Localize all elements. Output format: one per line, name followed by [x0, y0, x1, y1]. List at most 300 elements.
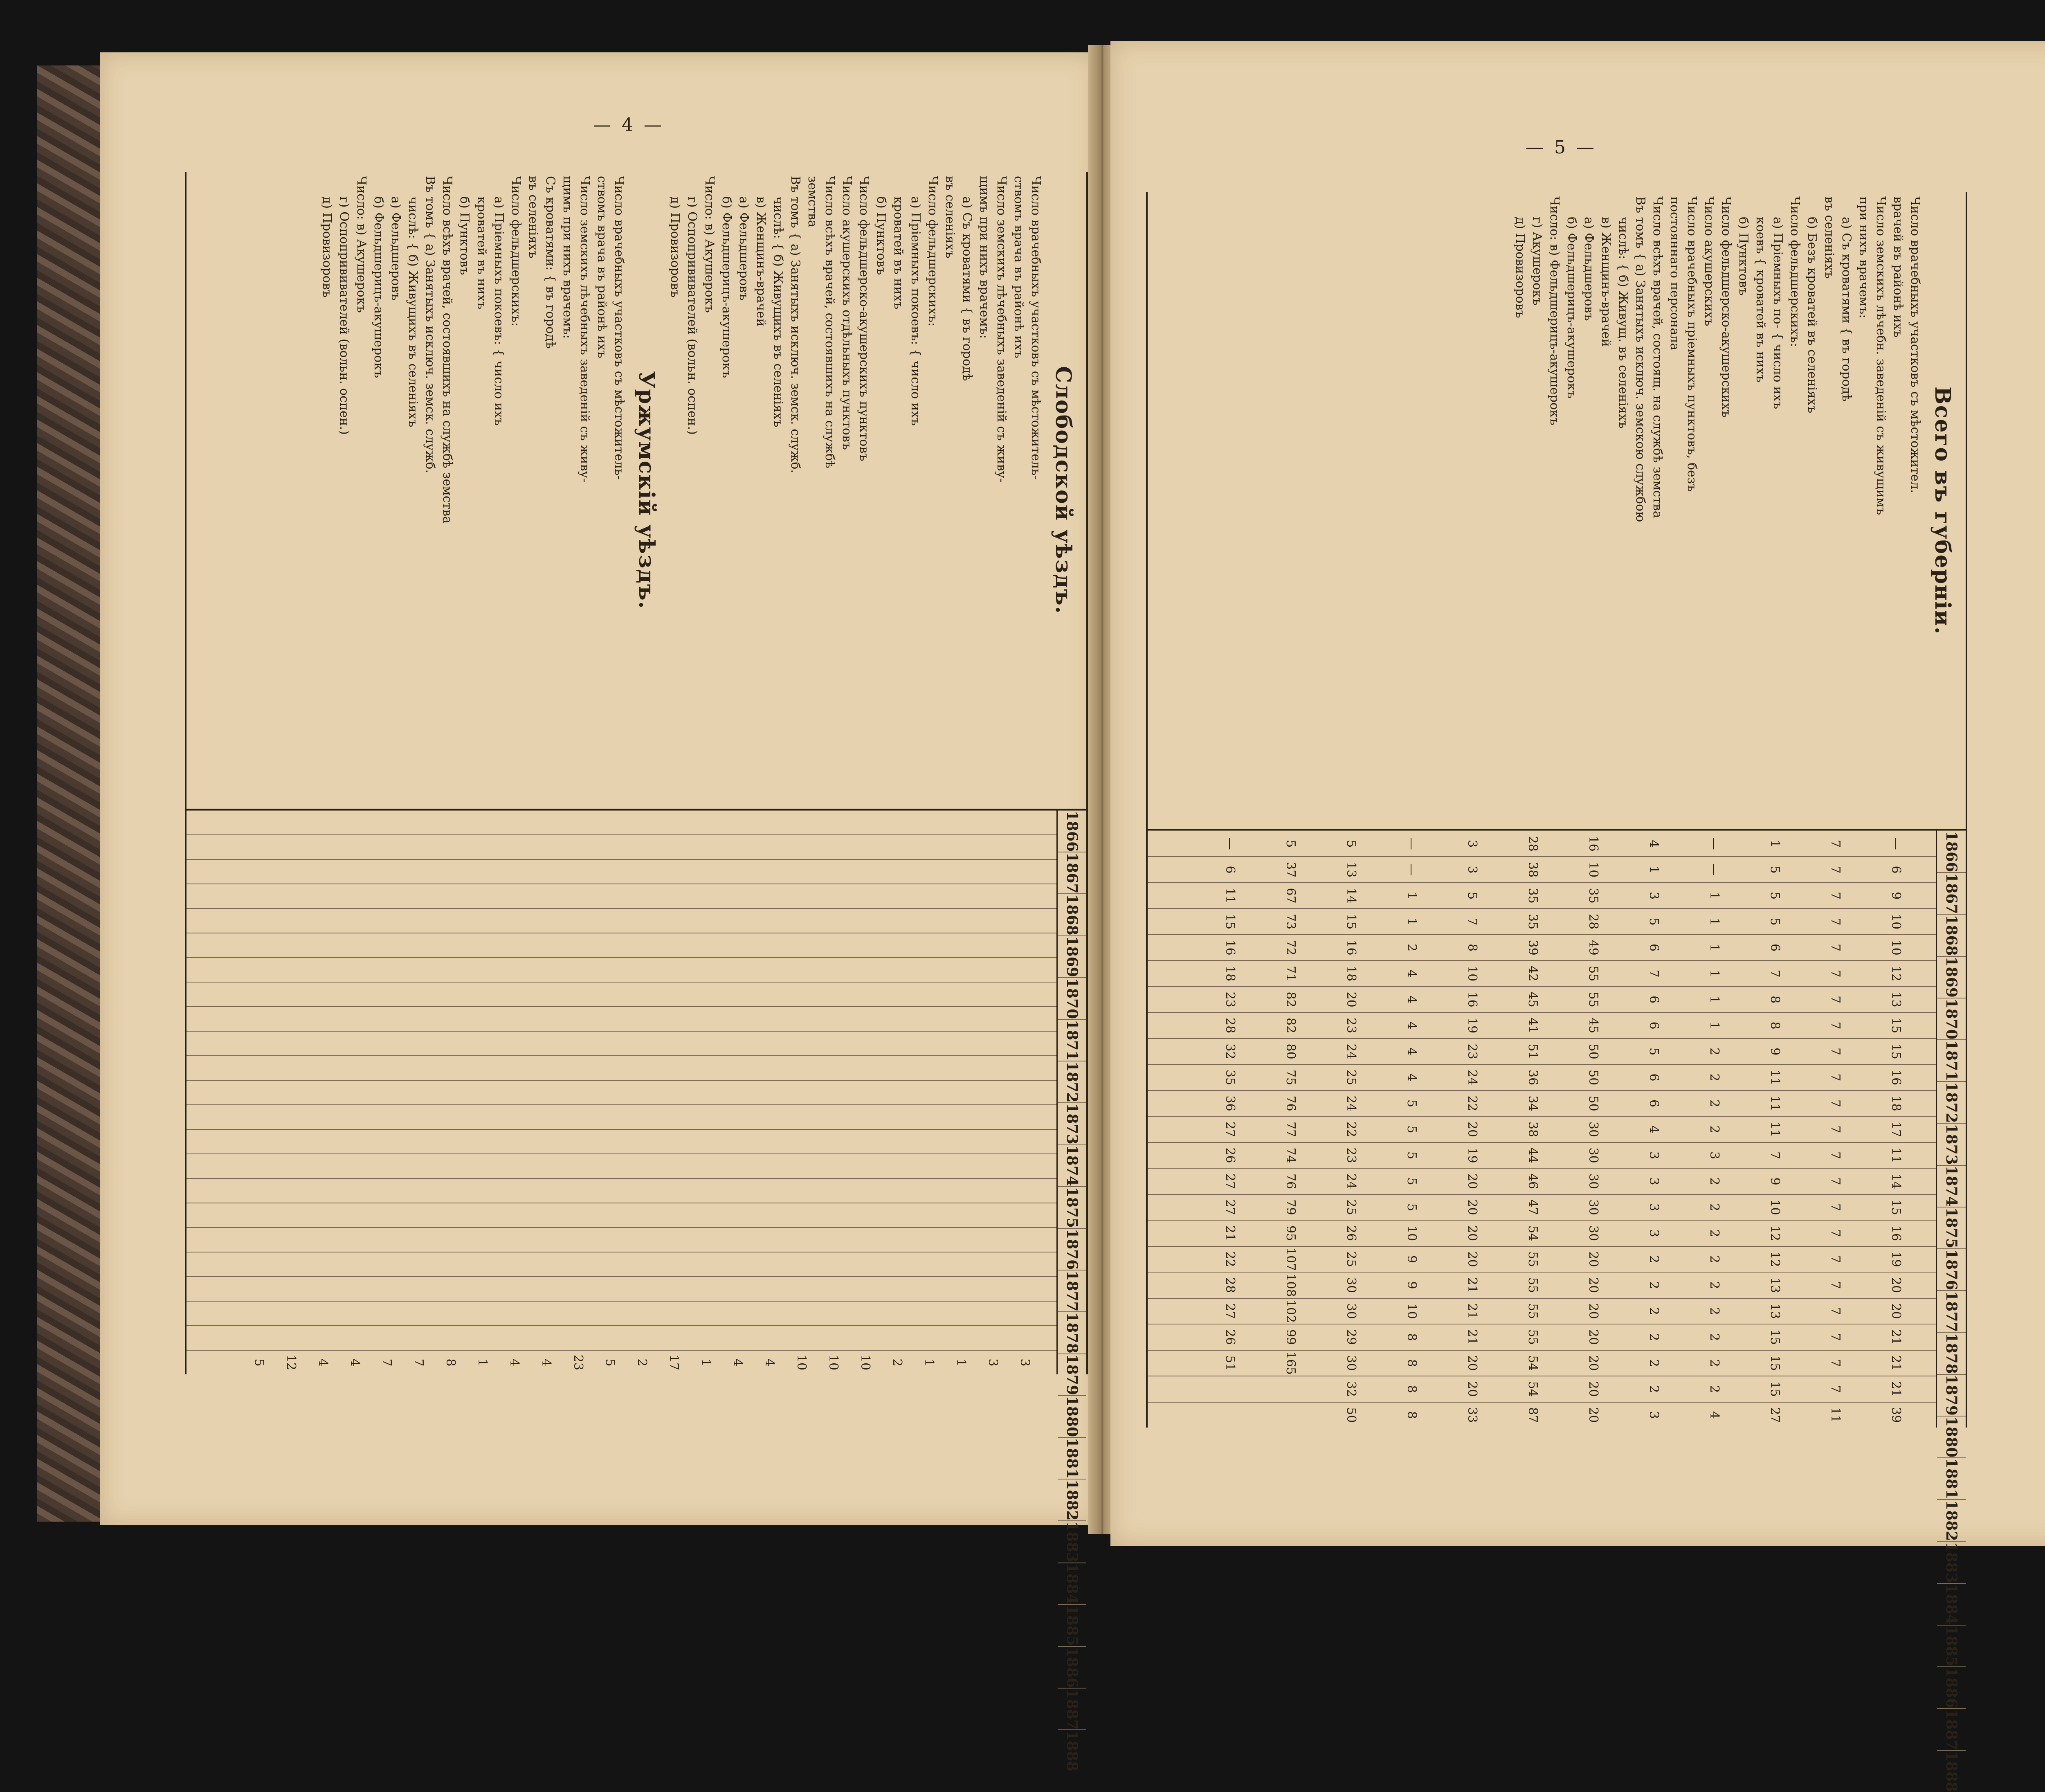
year-header: 1880 — [1937, 1416, 1966, 1457]
year-column — [1148, 1142, 1936, 1168]
cell-value: 30 — [1586, 1147, 1600, 1163]
cell-value: — — [1889, 837, 1903, 850]
cell-value: 4 — [1405, 1048, 1419, 1056]
year-header: 1885 — [1058, 1604, 1086, 1646]
cell-value: 4 — [730, 1358, 745, 1367]
year-header: 1881 — [1058, 1437, 1086, 1479]
cell-value: 2 — [1647, 1281, 1661, 1289]
row-label: Число всѣхъ врачей, состоявшихъ на службѣ земства — [440, 176, 454, 524]
cell-value: 82 — [1283, 1018, 1298, 1034]
cell-value: 3 — [1647, 1203, 1661, 1212]
year-header: 1878 — [1058, 1311, 1086, 1353]
year-column — [1148, 1402, 1936, 1428]
year-column — [1148, 1012, 1936, 1038]
cell-value: 80 — [1283, 1043, 1298, 1059]
year-header: 1875 — [1937, 1207, 1966, 1248]
year-header: 1872 — [1937, 1081, 1966, 1123]
cell-value: 8 — [443, 1358, 458, 1367]
cell-value: 8 — [1465, 944, 1479, 952]
cell-value: 12 — [284, 1354, 298, 1371]
cell-value: 7 — [1828, 1307, 1843, 1315]
cell-value: 7 — [1828, 892, 1843, 900]
cell-value: 10 — [1405, 1225, 1419, 1241]
cell-value: 7 — [1828, 840, 1843, 848]
row-label: въ селеніяхъ — [943, 176, 957, 259]
cell-value: 14 — [1889, 1173, 1903, 1189]
year-header: 1878 — [1937, 1332, 1966, 1374]
cell-value: 50 — [1586, 1095, 1600, 1111]
cell-value: 26 — [1344, 1225, 1358, 1241]
year-header: 1873 — [1058, 1102, 1086, 1144]
year-column — [1148, 1246, 1936, 1272]
cell-value: 7 — [1768, 1151, 1782, 1160]
cell-value: 1 — [1405, 917, 1419, 926]
cell-value: 6 — [1647, 1021, 1661, 1030]
year-header: 1871 — [1937, 1039, 1966, 1081]
cell-value: 2 — [1707, 1255, 1721, 1264]
cell-value: 55 — [1526, 1277, 1540, 1293]
cell-value: 7 — [1828, 1048, 1843, 1056]
cell-value: 107 — [1283, 1247, 1298, 1271]
year-header-row — [1056, 810, 1086, 1772]
row-label: Число фельдшерско-акушерскихъ — [1719, 196, 1733, 418]
cell-value: 21 — [1465, 1303, 1479, 1319]
year-column — [1148, 1038, 1936, 1064]
cell-value: 55 — [1526, 1329, 1540, 1345]
cell-value: 7 — [411, 1358, 426, 1367]
cell-value: 55 — [1586, 966, 1600, 982]
cell-value: 20 — [1586, 1251, 1600, 1267]
year-header: 1883 — [1058, 1520, 1086, 1562]
year-header: 1887 — [1058, 1688, 1086, 1729]
year-header: 1886 — [1937, 1666, 1966, 1708]
year-column — [1148, 1116, 1936, 1142]
cell-value: 29 — [1344, 1329, 1358, 1345]
cell-value: 2 — [1707, 1307, 1721, 1315]
cell-value: 33 — [1465, 1407, 1479, 1423]
cell-value: 9 — [1889, 892, 1903, 900]
row-label: Число врачебныхъ участковъ съ мѣстожитель- — [612, 176, 626, 480]
cell-value: 4 — [1647, 1125, 1661, 1133]
year-column — [187, 1325, 1056, 1350]
cell-value: 10 — [1465, 966, 1479, 982]
row-label: Число земскихъ лѣчебныхъ заведеній съ живу- — [994, 176, 1009, 483]
cell-value: 4 — [539, 1358, 553, 1367]
cell-value: 7 — [1465, 917, 1479, 926]
cell-value: 1 — [1707, 969, 1721, 978]
year-header: 1871 — [1058, 1019, 1086, 1061]
cell-value: 25 — [1344, 1070, 1358, 1086]
row-label: а) Пріемныхъ покоевъ: { число ихъ — [908, 196, 923, 426]
cell-value: 20 — [1586, 1303, 1600, 1319]
year-header: 1882 — [1937, 1499, 1966, 1541]
cell-value: 1 — [1707, 1021, 1721, 1030]
cell-value: 16 — [1586, 836, 1600, 852]
year-column — [187, 1006, 1056, 1031]
cell-value: 18 — [1889, 1095, 1903, 1111]
year-header: 1880 — [1058, 1395, 1086, 1437]
cell-value: 39 — [1889, 1407, 1903, 1423]
year-header: 1867 — [1937, 872, 1966, 914]
year-column — [187, 884, 1056, 908]
cell-value: 1 — [699, 1358, 713, 1367]
cell-value: 2 — [1707, 1359, 1721, 1367]
cell-value: 35 — [1586, 888, 1600, 904]
cell-value: 38 — [1526, 862, 1540, 878]
row-label: числѣ: { б) Живущихъ въ селеніяхъ — [771, 196, 785, 427]
year-header: 1888 — [1058, 1729, 1086, 1771]
cell-value: 5 — [1647, 917, 1661, 926]
cell-value: 25 — [1344, 1199, 1358, 1215]
cell-value: 11 — [1889, 1147, 1903, 1163]
cell-value: 54 — [1526, 1381, 1540, 1397]
cell-value: 20 — [1586, 1329, 1600, 1345]
year-header: 1879 — [1058, 1354, 1086, 1395]
cell-value: 2 — [1405, 944, 1419, 952]
year-column — [187, 1301, 1056, 1325]
cell-value: 5 — [1405, 1099, 1419, 1108]
cell-value: 20 — [1586, 1355, 1600, 1371]
cell-value: 3 — [1647, 1229, 1661, 1237]
cell-value: 9 — [1768, 1048, 1782, 1056]
row-label: г) Акушерокъ — [1530, 217, 1544, 306]
year-header: 1883 — [1937, 1541, 1966, 1583]
cell-value: 76 — [1283, 1095, 1298, 1111]
year-column — [187, 982, 1056, 1006]
year-column — [187, 933, 1056, 957]
year-column — [187, 1153, 1056, 1178]
row-label: д) Провизоровъ — [668, 196, 682, 298]
cell-value: 7 — [1828, 969, 1843, 978]
year-column — [187, 834, 1056, 859]
year-column — [1148, 908, 1936, 934]
year-column — [1148, 1168, 1936, 1194]
cell-value: 15 — [1768, 1355, 1782, 1371]
cell-value: 16 — [1465, 992, 1479, 1007]
cell-value: 7 — [1828, 1281, 1843, 1289]
cell-value: 82 — [1283, 992, 1298, 1007]
cell-value: 32 — [1344, 1381, 1358, 1397]
cell-value: 1 — [475, 1358, 490, 1367]
cell-value: 8 — [1405, 1359, 1419, 1367]
cell-value: 28 — [1223, 1277, 1237, 1293]
cell-value: 24 — [1344, 1043, 1358, 1059]
row-label: ствомъ врача въ районѣ ихъ — [595, 176, 609, 358]
year-column — [187, 1055, 1056, 1080]
year-column — [187, 1129, 1056, 1153]
cell-value: 21 — [1889, 1355, 1903, 1371]
cell-value: 6 — [1768, 944, 1782, 952]
row-label: Число врачебныхъ участковъ съ мѣстожитель- — [1029, 176, 1043, 480]
cell-value: 10 — [1586, 862, 1600, 878]
cell-value: 1 — [1707, 892, 1721, 900]
cell-value: 5 — [1768, 866, 1782, 874]
year-header: 1881 — [1937, 1457, 1966, 1499]
cell-value: 22 — [1344, 1121, 1358, 1138]
left-page-number: — 4 — — [593, 115, 664, 135]
row-label: числѣ: { б) Живущихъ въ селеніяхъ — [406, 196, 420, 427]
year-column — [1148, 830, 1936, 856]
cell-value: 2 — [1707, 1099, 1721, 1108]
year-header: 1872 — [1058, 1061, 1086, 1102]
cell-value: 7 — [1828, 944, 1843, 952]
cell-value: 2 — [1647, 1359, 1661, 1367]
cell-value: 32 — [1223, 1043, 1237, 1059]
cell-value: 13 — [1768, 1303, 1782, 1319]
year-header: 1869 — [1937, 956, 1966, 998]
cell-value: 27 — [1768, 1407, 1782, 1423]
cell-value: 15 — [1344, 914, 1358, 930]
year-header: 1884 — [1937, 1583, 1966, 1625]
year-header: 1867 — [1058, 852, 1086, 893]
cell-value: 95 — [1283, 1225, 1298, 1241]
year-column — [187, 1080, 1056, 1104]
cell-value: 21 — [1223, 1225, 1237, 1241]
cell-value: 24 — [1465, 1070, 1479, 1086]
cell-value: 9 — [1405, 1281, 1419, 1289]
row-label: б) Фельдшерицъ-акушерокъ — [371, 196, 386, 378]
cell-value: 1 — [1707, 944, 1721, 952]
year-header: 1874 — [1058, 1144, 1086, 1186]
year-header: 1885 — [1937, 1625, 1966, 1666]
cell-value: 3 — [1707, 1151, 1721, 1160]
cell-value: 14 — [1344, 888, 1358, 904]
cell-value: 76 — [1283, 1173, 1298, 1189]
cell-value: 20 — [1889, 1277, 1903, 1293]
row-label: г) Оспопрививателей (вольн. оспен.) — [337, 196, 351, 435]
cell-value: — — [1405, 837, 1419, 850]
year-header: 1874 — [1937, 1165, 1966, 1207]
cell-value: 7 — [1828, 1255, 1843, 1264]
cell-value: 11 — [1828, 1407, 1843, 1423]
year-column — [1148, 986, 1936, 1012]
cell-value: 74 — [1283, 1147, 1298, 1163]
cell-value: 2 — [1707, 1333, 1721, 1341]
section2-rows — [318, 176, 627, 805]
cell-value: 5 — [1768, 917, 1782, 926]
cell-value: 20 — [1465, 1381, 1479, 1397]
year-header: 1886 — [1058, 1646, 1086, 1688]
cell-value: 26 — [1223, 1329, 1237, 1345]
row-label: а) Съ кроватями { въ городѣ — [1839, 217, 1854, 402]
year-header: 1877 — [1937, 1290, 1966, 1332]
section-title-slobodskoy: Слободской уѣздъ. — [1051, 366, 1076, 614]
cell-value: 9 — [1768, 1177, 1782, 1185]
row-label: а) Фельдшеровъ — [1582, 217, 1596, 321]
cell-value: 24 — [1344, 1173, 1358, 1189]
province-rows — [1511, 196, 1924, 825]
year-header: 1866 — [1937, 830, 1966, 872]
cell-value: 23 — [571, 1354, 585, 1371]
row-label: г) Оспопрививателей (вольн. оспен.) — [685, 196, 699, 435]
cell-value: 35 — [1223, 1070, 1237, 1086]
year-column — [187, 810, 1056, 834]
cell-value: 4 — [1707, 1411, 1721, 1419]
cell-value: 45 — [1526, 992, 1540, 1007]
row-label: врачей въ районѣ ихъ — [1891, 196, 1905, 338]
cell-value: 23 — [1223, 992, 1237, 1007]
cell-value: 2 — [1647, 1385, 1661, 1393]
cell-value: 18 — [1223, 966, 1237, 982]
year-column — [1148, 856, 1936, 882]
cell-value: 7 — [1828, 996, 1843, 1004]
cell-value: 21 — [1889, 1381, 1903, 1397]
row-label: б) Пунктовъ — [457, 196, 472, 275]
year-column — [187, 859, 1056, 884]
cell-value: 7 — [1828, 1177, 1843, 1185]
cell-value: 30 — [1586, 1225, 1600, 1241]
left-data-area — [187, 810, 1056, 1374]
cell-value: 3 — [1465, 866, 1479, 874]
year-header: 1868 — [1058, 893, 1086, 935]
cell-value: 3 — [1465, 840, 1479, 848]
cell-value: 4 — [1647, 840, 1661, 848]
section-title-province-total: Всего въ губерніи. — [1930, 386, 1955, 635]
row-label: б) Пунктовъ — [874, 196, 888, 275]
cell-value: 8 — [1768, 1021, 1782, 1030]
cell-value: 50 — [1344, 1407, 1358, 1423]
cell-value: 73 — [1283, 914, 1298, 930]
cell-value: 15 — [1768, 1329, 1782, 1345]
cell-value: 10 — [826, 1354, 840, 1371]
cell-value: 21 — [1465, 1329, 1479, 1345]
cell-value: 24 — [1344, 1095, 1358, 1111]
cell-value: 72 — [1283, 940, 1298, 956]
cell-value: 7 — [1768, 969, 1782, 978]
cell-value: 16 — [1889, 1070, 1903, 1086]
cell-value: 20 — [1465, 1251, 1479, 1267]
cell-value: 7 — [1828, 1229, 1843, 1237]
cell-value: 54 — [1526, 1355, 1540, 1371]
cell-value: 12 — [1768, 1225, 1782, 1241]
cell-value: 6 — [1647, 996, 1661, 1004]
year-column — [187, 908, 1056, 933]
cell-value: 108 — [1283, 1273, 1298, 1297]
row-label: б) Безъ кроватей въ селеніяхъ — [1805, 217, 1819, 414]
year-header: 1876 — [1058, 1228, 1086, 1270]
cell-value: 5 — [252, 1358, 266, 1367]
year-header: 1877 — [1058, 1270, 1086, 1311]
cell-value: 46 — [1526, 1173, 1540, 1189]
cell-value: 15 — [1889, 1199, 1903, 1215]
row-label: Число земскихъ лѣчебн. заведеній съ живущимъ — [1874, 196, 1888, 515]
cell-value: 12 — [1768, 1251, 1782, 1267]
year-column — [1148, 1376, 1936, 1401]
cell-value: 55 — [1526, 1251, 1540, 1267]
cell-value: 3 — [986, 1358, 1000, 1367]
row-label: Въ томъ { а) Занятыхъ исключ. земскою службою — [1633, 196, 1647, 522]
row-label: Съ кроватями: { въ городѣ — [543, 176, 557, 349]
cell-value: 7 — [1828, 1151, 1843, 1160]
cell-value: 10 — [1889, 940, 1903, 956]
cell-value: 5 — [1344, 840, 1358, 848]
year-header: 1876 — [1937, 1248, 1966, 1290]
cell-value: 10 — [1768, 1199, 1782, 1215]
cell-value: 20 — [1465, 1225, 1479, 1241]
year-header: 1875 — [1058, 1186, 1086, 1228]
row-label: Число: в) Фельдшерицъ-акушерокъ — [1547, 196, 1562, 425]
cell-value: 23 — [1465, 1043, 1479, 1059]
cell-value: 6 — [1647, 1099, 1661, 1108]
year-column — [1148, 882, 1936, 908]
cell-value: 7 — [1828, 1385, 1843, 1393]
row-label: Число: в) Акушерокъ — [354, 176, 369, 313]
cell-value: 26 — [1223, 1147, 1237, 1163]
cell-value: 2 — [1647, 1307, 1661, 1315]
cell-value: 5 — [1405, 1203, 1419, 1212]
cell-value: 4 — [762, 1358, 777, 1367]
cell-value: 87 — [1526, 1407, 1540, 1423]
cell-value: 2 — [1647, 1255, 1661, 1264]
cell-value: 20 — [1465, 1199, 1479, 1215]
year-column — [187, 1227, 1056, 1252]
year-column — [1148, 1064, 1936, 1090]
cell-value: 22 — [1223, 1251, 1237, 1267]
row-label: Число фельдшерскихъ: — [926, 176, 940, 327]
cell-value: 13 — [1344, 862, 1358, 878]
cell-value: 20 — [1586, 1407, 1600, 1423]
cell-value: 1 — [1647, 866, 1661, 874]
row-label: б) Пунктовъ — [1736, 217, 1751, 296]
year-header: 1879 — [1937, 1374, 1966, 1416]
cell-value: 55 — [1586, 992, 1600, 1007]
cell-value: 47 — [1526, 1199, 1540, 1215]
cell-value: 15 — [1223, 914, 1237, 930]
right-table — [1149, 192, 1967, 1792]
row-label: числѣ: { б) Живущ. въ селеніяхъ — [1616, 217, 1630, 429]
cell-value: 19 — [1889, 1251, 1903, 1267]
cell-value: 1 — [954, 1358, 968, 1367]
cell-value: 42 — [1526, 966, 1540, 982]
cell-value: 20 — [1465, 1355, 1479, 1371]
row-label: Число земскихъ лѣчебныхъ заведеній съ живу- — [578, 176, 592, 483]
cell-value: 3 — [1647, 892, 1661, 900]
cell-value: 7 — [1828, 1333, 1843, 1341]
cell-value: 4 — [316, 1358, 330, 1367]
cell-value: 8 — [1405, 1385, 1419, 1393]
cell-value: 102 — [1283, 1299, 1298, 1323]
year-column — [187, 1252, 1056, 1276]
year-column — [187, 1276, 1056, 1301]
cell-value: 41 — [1526, 1018, 1540, 1034]
cell-value: 55 — [1526, 1303, 1540, 1319]
cell-value: 11 — [1768, 1070, 1782, 1086]
cell-value: 7 — [1828, 1073, 1843, 1081]
cell-value: 30 — [1586, 1199, 1600, 1215]
year-column — [1148, 1298, 1936, 1324]
book-cover-left — [37, 65, 106, 1522]
row-label: Число фельдшерско-акушерскихъ пунктовъ — [857, 176, 871, 461]
cell-value: — — [1707, 837, 1721, 850]
cell-value: 10 — [1889, 914, 1903, 930]
cell-value: 25 — [1344, 1251, 1358, 1267]
cell-value: 5 — [1465, 892, 1479, 900]
cell-value: 49 — [1586, 940, 1600, 956]
cell-value: 17 — [667, 1354, 681, 1371]
row-label: а) Фельдшеровъ — [389, 196, 403, 301]
year-column — [1148, 1194, 1936, 1220]
cell-value: 19 — [1465, 1147, 1479, 1163]
cell-value: 3 — [1647, 1151, 1661, 1160]
cell-value: 28 — [1586, 914, 1600, 930]
cell-value: 19 — [1465, 1018, 1479, 1034]
cell-value: 8 — [1405, 1333, 1419, 1341]
row-label: а) Пріемныхъ покоевъ: { число ихъ — [492, 196, 506, 426]
cell-value: 50 — [1586, 1070, 1600, 1086]
cell-value: 5 — [1405, 1151, 1419, 1160]
cell-value: 10 — [794, 1354, 809, 1371]
cell-value: 34 — [1526, 1095, 1540, 1111]
